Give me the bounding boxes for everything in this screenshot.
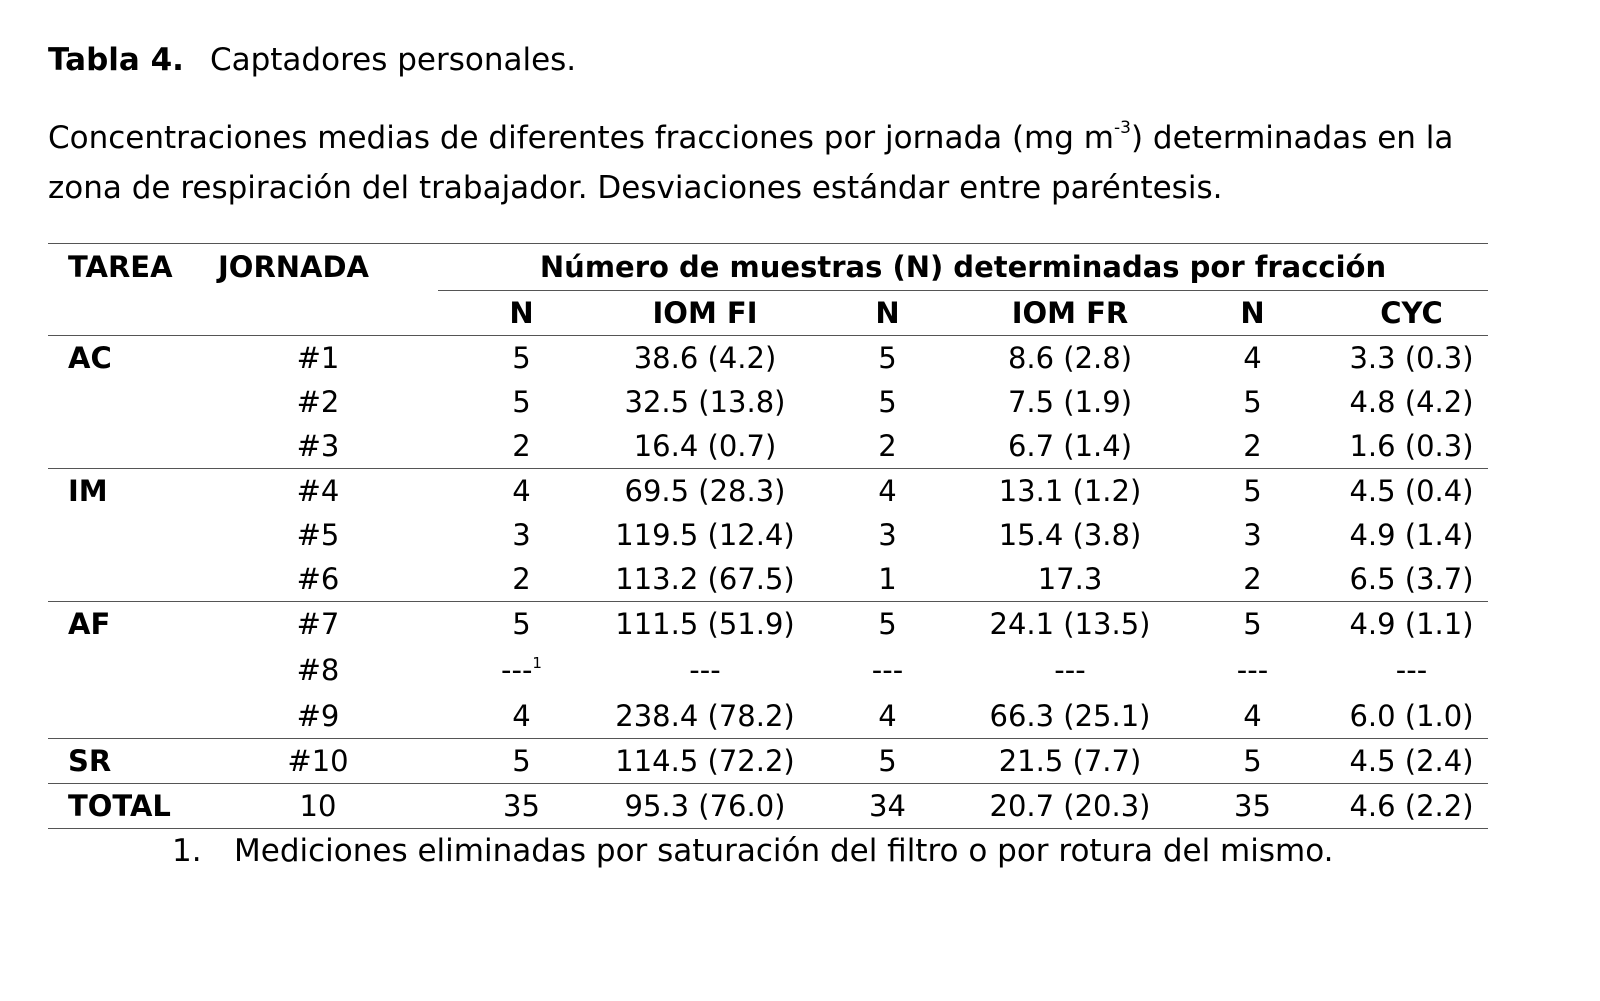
cell-iom-fr: 24.1 (13.5) <box>989 607 1151 641</box>
cell-tarea <box>48 424 198 469</box>
header-tarea: TAREA <box>48 244 198 291</box>
data-table <box>48 243 1488 829</box>
cell-n1: 2 <box>438 557 605 602</box>
cell-tarea <box>48 694 198 739</box>
cell-cyc: 4.9 (1.4) <box>1349 518 1474 552</box>
cell-jornada: #7 <box>296 607 340 641</box>
cell-n3: 3 <box>1243 518 1262 552</box>
header-n1: N <box>438 291 605 336</box>
cell-cyc: 3.3 (0.3) <box>1349 341 1474 375</box>
cell-tarea: TOTAL <box>48 784 198 829</box>
cell-jornada: #9 <box>198 694 438 739</box>
cell-tarea: SR <box>48 739 198 784</box>
cell-cyc: 1.6 (0.3) <box>1335 424 1488 469</box>
cell-n1: 35 <box>438 784 605 829</box>
table-title <box>48 40 576 80</box>
cell-cyc: 4.6 (2.2) <box>1335 784 1488 829</box>
cell-n3: 5 <box>1243 607 1262 641</box>
cell-n2: 5 <box>878 341 897 375</box>
header-row-1 <box>48 244 1488 291</box>
cell-tarea: AC <box>68 341 112 375</box>
cell-n2: --- <box>871 653 904 687</box>
header-empty-2 <box>198 291 438 336</box>
cell-iom-fi: 119.5 (12.4) <box>615 518 795 552</box>
cell-n3: 5 <box>1243 474 1262 508</box>
footnote-marker: 1 <box>532 654 542 672</box>
cell-jornada: #10 <box>198 739 438 784</box>
header-row-2 <box>48 291 1488 336</box>
table-footnote <box>172 830 1334 872</box>
cell-iom-fi: 16.4 (0.7) <box>605 424 805 469</box>
cell-n3: 4 <box>1243 341 1262 375</box>
cell-iom-fr: 7.5 (1.9) <box>1007 385 1133 419</box>
header-n2: N <box>805 291 970 336</box>
data-table-container <box>48 243 1488 829</box>
cell-n3: 5 <box>1243 385 1262 419</box>
cell-jornada: #3 <box>198 424 438 469</box>
cell-iom-fi: 69.5 (28.3) <box>624 474 786 508</box>
cell-iom-fr: 6.7 (1.4) <box>970 424 1170 469</box>
cell-iom-fr: 17.3 <box>970 557 1170 602</box>
table-row <box>48 784 1488 829</box>
cell-jornada: #2 <box>296 385 340 419</box>
cell-tarea <box>48 557 198 602</box>
caption-line-2: zona de respiración del trabajador. Desviaciones estándar entre paréntesis. <box>48 170 1223 206</box>
cell-jornada: #5 <box>296 518 340 552</box>
cell-iom-fi: 111.5 (51.9) <box>615 607 795 641</box>
cell-jornada: 10 <box>198 784 438 829</box>
cell-n3: 5 <box>1170 739 1335 784</box>
table-number-label: Tabla 4. <box>48 42 184 78</box>
cell-tarea <box>48 646 198 694</box>
cell-tarea <box>48 380 198 424</box>
cell-n2: 34 <box>805 784 970 829</box>
header-empty-1 <box>48 291 198 336</box>
caption-superscript: -3 <box>1114 117 1131 138</box>
table-row <box>48 557 1488 602</box>
cell-n2: 3 <box>878 518 897 552</box>
cell-n1: 3 <box>512 518 531 552</box>
cell-n1: 5 <box>512 341 531 375</box>
cell-jornada: #8 <box>296 653 340 687</box>
cell-n1: 4 <box>438 694 605 739</box>
cell-n2: 5 <box>805 739 970 784</box>
table-row <box>48 336 1488 381</box>
cell-n2: 4 <box>878 474 897 508</box>
table-row <box>48 602 1488 647</box>
table-row <box>48 513 1488 557</box>
cell-n2: 5 <box>878 607 897 641</box>
cell-tarea: AF <box>68 607 111 641</box>
cell-n3: 2 <box>1170 557 1335 602</box>
cell-n1 <box>438 646 605 694</box>
cell-iom-fi: 113.2 (67.5) <box>605 557 805 602</box>
cell-cyc: 6.5 (3.7) <box>1335 557 1488 602</box>
cell-cyc: 6.0 (1.0) <box>1335 694 1488 739</box>
cell-jornada: #4 <box>296 474 340 508</box>
table-row <box>48 646 1488 694</box>
cell-tarea: IM <box>68 474 108 508</box>
cell-cyc: 4.8 (4.2) <box>1349 385 1474 419</box>
cell-cyc: 4.5 (2.4) <box>1335 739 1488 784</box>
table-row <box>48 739 1488 784</box>
table-row <box>48 694 1488 739</box>
cell-n1: 5 <box>512 607 531 641</box>
cell-iom-fr: 20.7 (20.3) <box>970 784 1170 829</box>
cell-iom-fr: 8.6 (2.8) <box>1007 341 1133 375</box>
cell-n3: 35 <box>1170 784 1335 829</box>
cell-iom-fi: 38.6 (4.2) <box>633 341 777 375</box>
cell-iom-fr: --- <box>1054 653 1086 687</box>
cell-n1: 2 <box>438 424 605 469</box>
cell-n1: 5 <box>438 739 605 784</box>
cell-n3: --- <box>1236 653 1269 687</box>
header-n3: N <box>1170 291 1335 336</box>
cell-cyc: 4.5 (0.4) <box>1349 474 1474 508</box>
cell-n2: 2 <box>805 424 970 469</box>
caption-line-1 <box>48 113 1528 163</box>
header-span-title: Número de muestras (N) determinadas por fracción <box>438 244 1488 291</box>
header-cyc: CYC <box>1335 291 1488 336</box>
footnote-text: Mediciones eliminadas por saturación del filtro o por rotura del mismo. <box>234 833 1334 869</box>
header-iom-fr: IOM FR <box>970 291 1170 336</box>
cell-n2: 4 <box>805 694 970 739</box>
cell-cyc: --- <box>1395 653 1428 687</box>
table-row <box>48 380 1488 424</box>
cell-n1: 5 <box>512 385 531 419</box>
table-title-text: Captadores personales. <box>209 42 577 78</box>
cell-n1: 4 <box>512 474 531 508</box>
cell-iom-fr: 15.4 (3.8) <box>998 518 1142 552</box>
cell-n3: 2 <box>1170 424 1335 469</box>
table-row <box>48 469 1488 514</box>
cell-iom-fi: 32.5 (13.8) <box>624 385 786 419</box>
cell-iom-fi: 238.4 (78.2) <box>605 694 805 739</box>
cell-n2: 1 <box>805 557 970 602</box>
cell-n1-value: --- <box>501 653 533 687</box>
cell-tarea <box>48 513 198 557</box>
cell-iom-fi: 95.3 (76.0) <box>605 784 805 829</box>
cell-iom-fi: 114.5 (72.2) <box>605 739 805 784</box>
header-jornada: JORNADA <box>198 244 438 291</box>
table-caption <box>48 113 1528 213</box>
caption-text-b: ) determinadas en la <box>1130 120 1454 156</box>
cell-cyc: 4.9 (1.1) <box>1349 607 1474 641</box>
footnote-number: 1. <box>172 833 202 869</box>
cell-n2: 5 <box>878 385 897 419</box>
cell-jornada: #6 <box>198 557 438 602</box>
cell-iom-fi: --- <box>689 653 721 687</box>
caption-text-a: Concentraciones medias de diferentes fracciones por jornada (mg m <box>48 120 1114 156</box>
cell-iom-fr: 66.3 (25.1) <box>970 694 1170 739</box>
cell-iom-fr: 21.5 (7.7) <box>970 739 1170 784</box>
cell-jornada: #1 <box>296 341 340 375</box>
cell-iom-fr: 13.1 (1.2) <box>998 474 1142 508</box>
table-row <box>48 424 1488 469</box>
cell-n3: 4 <box>1170 694 1335 739</box>
header-iom-fi: IOM FI <box>605 291 805 336</box>
